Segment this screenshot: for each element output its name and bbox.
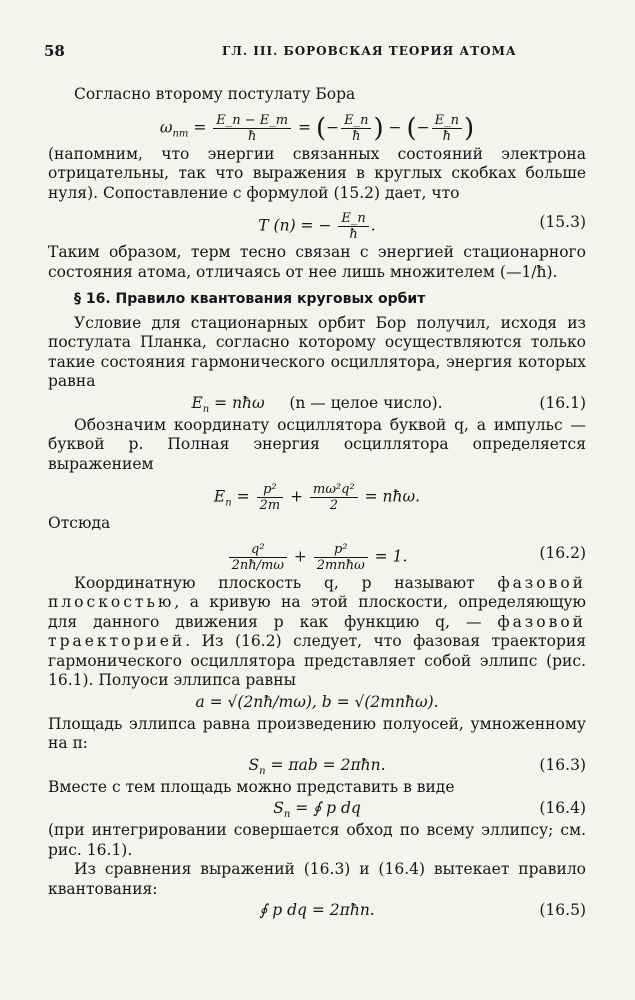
equation-16-3: $S_n = \pi ab$ = 2πħn. (16.3) — [248, 755, 586, 777]
equation-energy: $E_n$ = $\frac{\text{p²}}{2m}$ + $\frac{\text{mω²q²}}{2}$ = nħω. — [213, 482, 421, 513]
paragraph: Условие для стационарных орбит Бор получил, исходя из постулата Планка, согласно которому осуществляются только такие состояния гармонического осциллятора, энергия которых равна — [48, 313, 586, 390]
paragraph: Обозначим координату осциллятора буквой q, а импульс — буквой p. Полная энергия осциллятора определяется выражением — [48, 415, 586, 473]
chapter-title: ГЛ. III. БОРОВСКАЯ ТЕОРИЯ АТОМА — [222, 44, 517, 58]
paragraph: Из сравнения выражений (16.3) и (16.4) вытекает правило квантования: — [48, 860, 586, 898]
page-body — [48, 85, 586, 923]
equation-16-1: $E_n$ = nħω (n — целое число). (16.1) — [191, 393, 586, 415]
equation-label: (16.3) — [539, 755, 586, 774]
equation-label: (16.4) — [539, 799, 586, 817]
paragraph: (напомним, что энергии связанных состояний электрона отрицательны, так что выражения в круглых скобках больше нуля). Сопоставление с формулой (15.2) дает, что — [48, 144, 586, 202]
equation-16-5: ∮ p dq = 2πħn. (16.5) — [259, 901, 586, 919]
page-number: 58 — [44, 42, 65, 60]
emphasis-term: фазовой плоскостью — [48, 573, 586, 611]
equation-omega: $\omega_{nm}$ = $\frac{E\_n - E\_m}{ħ}$ = (− $\frac{E\_n}{ħ}$ ) − (− $\frac{E\_n}{ħ}$ ) — [159, 112, 475, 144]
equation-16-2: $\frac{\text{q²}}{2nħ/m\omega}$ + $\frac{\text{p²}}{\text{2mnħω}}$ = 1. (16.2) — [48, 534, 586, 574]
equation-semi-axes: a = √(2nħ/mω), b = √(2mnħω). — [195, 692, 439, 711]
paragraph: (при интегрировании совершается обход по всему эллипсу; см. рис. 16.1). — [48, 821, 586, 859]
paragraph: Площадь эллипса равна произведению полуосей, умноженному на π: — [48, 714, 586, 752]
paragraph: Таким образом, терм тесно связан с энергией стационарного состояния атома, отличаясь от нее лишь множителем (—1/ħ). — [48, 243, 586, 281]
equation-15-3: T (n) = − $\frac{E\_n}{ħ}$ . (15.3) — [258, 211, 586, 242]
equation-label: (16.2) — [539, 543, 586, 562]
emphasis-term: фазовой траекторией — [48, 612, 586, 650]
running-header — [44, 42, 592, 64]
equation-label: (16.1) — [539, 393, 586, 412]
paragraph: Координатную плоскость q, p называют фазовой плоскостью, а кривую на этой плоскости, определяющую для данного движения p как функцию q, — фазовой траекторией. Из (16.2) следует, что фазовая траектория гармонического осциллятора представляет собой эллипс (рис. 16.1). Полуоси эллипса равны — [48, 573, 586, 689]
paragraph: Вместе с тем площадь можно представить в виде — [48, 777, 455, 796]
paragraph: Отсюда — [48, 514, 111, 532]
equation-label: (16.5) — [539, 901, 586, 919]
paragraph: Согласно второму постулату Бора — [74, 85, 356, 103]
equation-label: (15.3) — [539, 213, 586, 231]
equation-16-4: $S_n$ = ∮ p dq (16.4) — [273, 799, 586, 821]
section-heading: § 16. Правило квантования круговых орбит — [74, 291, 426, 307]
